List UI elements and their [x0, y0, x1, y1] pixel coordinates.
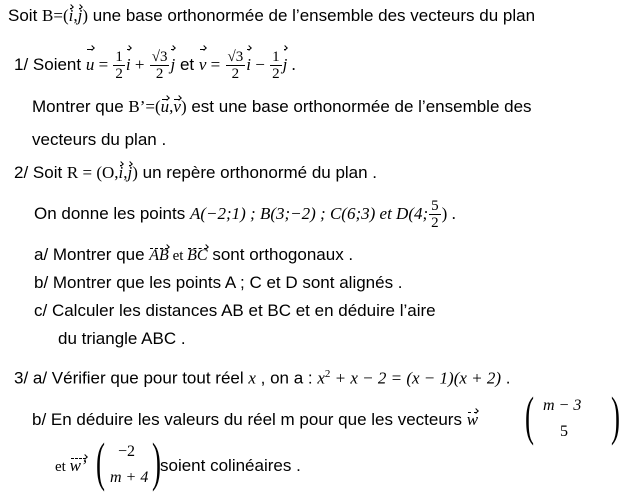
paren-close: ): [132, 163, 138, 182]
basis-Bprime: B’=(: [128, 97, 161, 116]
paren-left: (: [96, 432, 105, 492]
matrix-cell: 5: [560, 423, 568, 440]
q3b-text: b/ En déduire les valeurs du réel m pour que les vecteurs: [32, 410, 467, 429]
minus: −: [250, 55, 270, 74]
q2-line: [14, 163, 377, 183]
points-line: [34, 196, 456, 232]
points-text: On donne les points: [34, 204, 190, 223]
vector-BC: BC: [187, 247, 208, 264]
vector-i: i: [246, 47, 251, 83]
comma: ,: [123, 163, 128, 182]
show-text: Montrer que: [32, 97, 129, 116]
paren-close: ): [82, 6, 89, 25]
frac-den: 2: [231, 66, 240, 83]
comma: ,: [169, 97, 174, 116]
q3b-end: soient colinéaires .: [160, 456, 301, 475]
plus: +: [130, 55, 149, 74]
vector-j: j: [283, 47, 288, 83]
q3a-mid: , on a :: [255, 368, 318, 388]
q2-text: un repère orthonormé du plan .: [137, 163, 378, 182]
frac-num: 5: [431, 198, 439, 215]
matrix-cell: m − 3: [543, 397, 582, 414]
q1-label: 1/ Soient: [14, 55, 86, 74]
frac-den: 2: [431, 215, 439, 232]
fraction-sqrt3-2: [150, 49, 170, 82]
vector-AB: AB: [149, 247, 169, 264]
poly-x: x: [317, 368, 325, 388]
q3b-line-2: [55, 456, 87, 477]
q2-label: 2/ Soit: [14, 163, 67, 182]
poly-rest: + x − 2 = (x − 1)(x + 2): [330, 368, 502, 388]
vector-v: v: [173, 97, 181, 116]
q2b-line: b/ Montrer que les points A ; C et D sont alignés .: [34, 273, 403, 292]
matrix-cell: m + 4: [110, 469, 149, 486]
q3b-line: [32, 410, 478, 430]
points-coords: A(−2;1) ; B(3;−2) ; C(6;3) et D(4;: [189, 204, 429, 223]
matrix-w: [525, 386, 625, 447]
frame-R: R = (O,: [66, 163, 119, 182]
q3a-end: .: [501, 368, 511, 388]
vector-u: u: [86, 47, 95, 83]
q1-show-line-2: vecteurs du plan .: [32, 130, 167, 149]
comma: ,: [73, 6, 78, 25]
vector-i: i: [68, 6, 74, 25]
frac-num: √3: [151, 49, 168, 66]
et-text: et: [55, 459, 70, 475]
show-text-end: est une base orthonormée de l’ensemble des: [186, 97, 532, 116]
q3a-text: 3/ a/ Vérifier que pour tout réel: [14, 368, 249, 388]
vector-u: u: [160, 97, 170, 116]
fraction-sqrt3-2: [226, 49, 246, 82]
frac-num: 1: [272, 49, 280, 66]
frac-num: √3: [227, 49, 244, 66]
q2a-text-end: sont orthogonaux .: [207, 245, 354, 264]
vector-w: w: [466, 410, 479, 429]
q2a-line: [34, 245, 353, 266]
q2a-text: a/ Montrer que: [34, 245, 150, 264]
intro-line: [8, 6, 535, 26]
q2c-line: c/ Calculer les distances AB et BC et en déduire l’aire: [34, 301, 436, 320]
vector-j: j: [170, 47, 175, 83]
paren-left: (: [525, 386, 534, 446]
q1-show-line: [32, 97, 532, 117]
et-text: et: [179, 55, 199, 74]
q2c-line-2: du triangle ABC .: [58, 329, 186, 348]
equals: =: [94, 55, 113, 74]
exponent: 2: [324, 368, 331, 380]
intro-text-end: une base orthonormée de l’ensemble des vecteurs du plan: [88, 6, 536, 25]
paren-close: ): [180, 97, 187, 116]
basis-B: B=(: [42, 6, 69, 25]
q1-line: [14, 47, 296, 83]
vector-j: j: [127, 163, 133, 182]
vector-i: i: [118, 163, 124, 182]
paren-right: ): [611, 386, 620, 446]
fraction-5-2: [429, 198, 441, 231]
matrix-cell: −2: [118, 443, 136, 460]
equals: =: [206, 55, 225, 74]
paren-close: ) .: [441, 204, 456, 223]
frac-den: 2: [272, 66, 280, 83]
vector-i: i: [126, 47, 131, 83]
fraction-1-2: [270, 49, 282, 82]
dot: .: [287, 55, 296, 74]
et-text: et: [168, 248, 188, 264]
vector-j: j: [77, 6, 83, 25]
intro-text: Soit: [8, 6, 43, 25]
q3a-line: [14, 364, 510, 389]
vector-v: v: [199, 47, 207, 83]
vector-wprime: w’: [69, 456, 87, 475]
fraction-1-2: [113, 49, 125, 82]
paren-right: ): [152, 432, 161, 492]
frac-den: 2: [115, 66, 123, 83]
variable-x: x: [248, 368, 256, 388]
frac-den: 2: [155, 66, 164, 83]
matrix-wprime: [96, 432, 162, 493]
frac-num: 1: [115, 49, 123, 66]
